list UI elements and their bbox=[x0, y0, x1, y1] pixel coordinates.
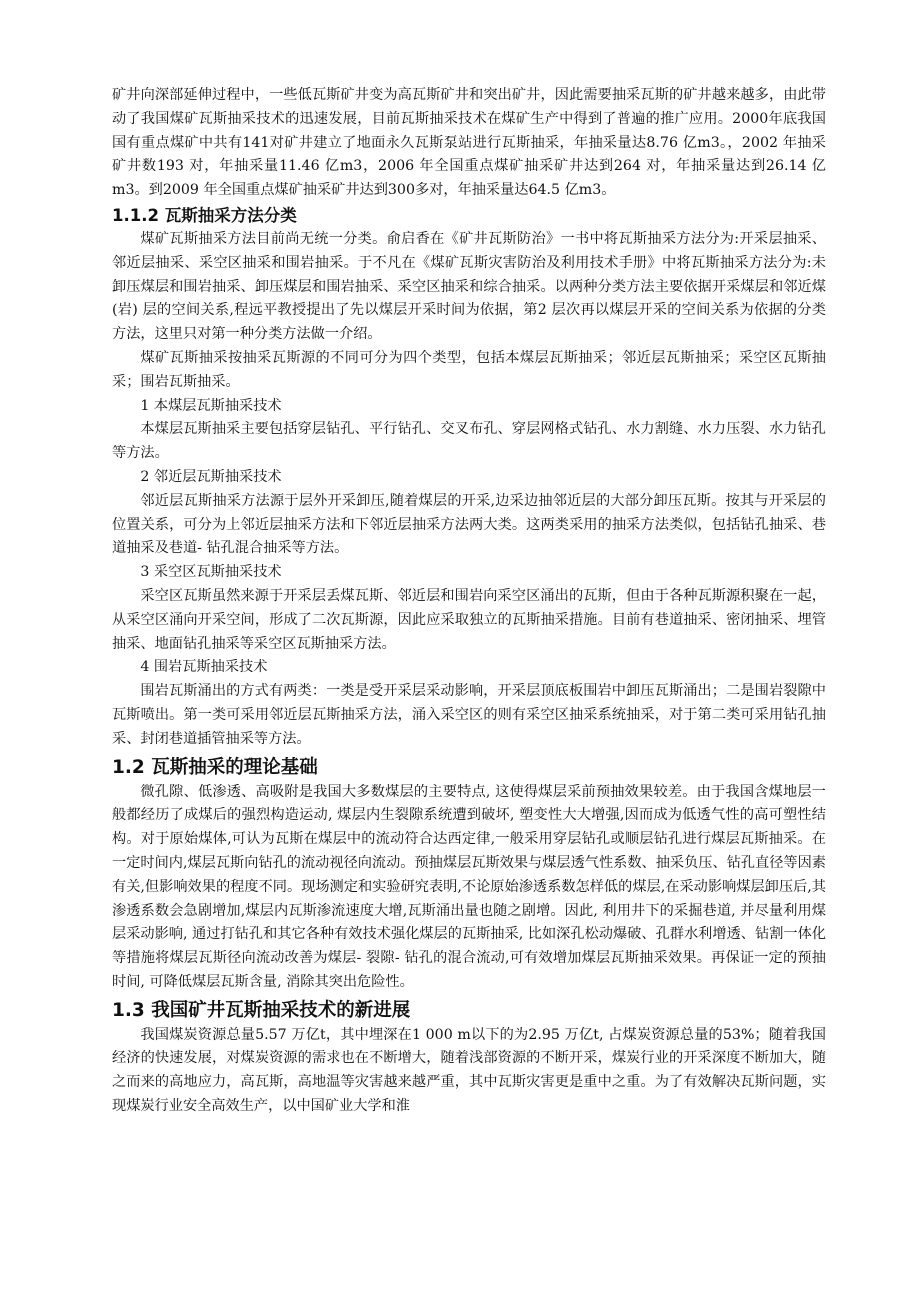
subheading-2: 2 邻近层瓦斯抽采技术 bbox=[140, 468, 282, 485]
section-heading-1-2: 1.2 瓦斯抽采的理论基础 bbox=[112, 756, 318, 778]
paragraph: 煤矿瓦斯抽采按抽采瓦斯源的不同可分为四个类型，包括本煤层瓦斯抽采；邻近层瓦斯抽采；采空区瓦斯抽采；围岩瓦斯抽采。 bbox=[112, 349, 826, 390]
paragraph: 围岩瓦斯涌出的方式有两类：一类是受开采层采动影响，开采层顶底板围岩中卸压瓦斯涌出；二是围岩裂隙中瓦斯喷出。第一类可采用邻近层瓦斯抽采方法，涌入采空区的则有采空区抽采系统抽采，对于第二类可采用钻孔抽采、封闭巷道插管抽采等方法。 bbox=[112, 683, 826, 747]
paragraph: 煤矿瓦斯抽采方法目前尚无统一分类。俞启香在《矿井瓦斯防治》一书中将瓦斯抽采方法分为:开采层抽采、邻近层抽采、采空区抽采和围岩抽采。于不凡在《煤矿瓦斯灾害防治及利用技术手册》中将瓦斯抽采方法分为:未卸压煤层和围岩抽采、卸压煤层和围岩抽采、采空区抽采和综合抽采。以两种分类方法主要依据开采煤层和邻近煤(岩) 层的空间关系,程远平教授提出了先以煤层开采时间为依据，第2 层次再以煤层开采的空间关系为依据的分类方法，这里只对第一种分类方法做一介绍。 bbox=[112, 230, 826, 343]
paragraph: 我国煤炭资源总量5.57 万亿t，其中埋深在1 000 m以下的为2.95 万亿t, 占煤炭资源总量的53%；随着我国经济的快速发展，对煤炭资源的需求也在不断增大，随着浅部资源的不断开采，煤炭行业的开采深度不断加大，随之而来的高地应力，高瓦斯，高地温等灾害越来越严重，其中瓦斯灾害更是重中之重。为了有效解决瓦斯问题，实现煤炭行业安全高效生产，以中国矿业大学和淮 bbox=[112, 1026, 826, 1115]
section-heading-1-3: 1.3 我国矿井瓦斯抽采技术的新进展 bbox=[112, 999, 411, 1021]
subheading-3: 3 采空区瓦斯抽采技术 bbox=[140, 564, 282, 581]
subheading-1: 1 本煤层瓦斯抽采技术 bbox=[140, 397, 282, 414]
intro-paragraph: 矿井向深部延伸过程中，一些低瓦斯矿井变为高瓦斯矿井和突出矿井，因此需要抽采瓦斯的矿井越来越多，由此带动了我国煤矿瓦斯抽采技术的迅速发展，目前瓦斯抽采技术在煤矿生产中得到了普遍的推广应用。2000年底我国国有重点煤矿中共有141对矿井建立了地面永久瓦斯泵站进行瓦斯抽采，年抽采量达8.76 亿m3。，2002 年抽采矿井数193 对，年抽采量11.46 亿m3，2006 年全国重点煤矿抽采矿井达到264 对，年抽采量达到26.14 亿m3。到2009 年全国重点煤矿抽采矿井达到300多对，年抽采量达64.5 亿m3。 bbox=[112, 87, 826, 199]
document-page bbox=[112, 84, 826, 1119]
paragraph: 采空区瓦斯虽然来源于开采层丢煤瓦斯、邻近层和围岩向采空区涌出的瓦斯，但由于各种瓦斯源积聚在一起，从采空区涌向开采空间，形成了二次瓦斯源，因此应采取独立的瓦斯抽采措施。目前有巷道抽采、密闭抽采、埋管抽采、地面钻孔抽采等采空区瓦斯抽采方法。 bbox=[112, 587, 826, 652]
paragraph: 本煤层瓦斯抽采主要包括穿层钻孔、平行钻孔、交叉布孔、穿层网格式钻孔、水力割缝、水力压裂、水力钻孔等方法。 bbox=[112, 421, 826, 462]
paragraph: 邻近层瓦斯抽采方法源于层外开采卸压,随着煤层的开采,边采边抽邻近层的大部分卸压瓦斯。按其与开采层的位置关系，可分为上邻近层抽采方法和下邻近层抽采方法两大类。这两类采用的抽采方法类似，包括钻孔抽采、巷道抽采及巷道- 钻孔混合抽采等方法。 bbox=[112, 492, 826, 557]
subheading-4: 4 围岩瓦斯抽采技术 bbox=[140, 659, 268, 676]
paragraph: 微孔隙、低渗透、高吸附是我国大多数煤层的主要特点, 这使得煤层采前预抽效果较差。由于我国含煤地层一般都经历了成煤后的强烈构造运动, 煤层内生裂隙系统遭到破坏, 塑变性大大增强,因而成为低透气性的高可塑性结构。对于原始煤体,可认为瓦斯在煤层中的流动符合达西定律,一般采用穿层钻孔或顺层钻孔进行煤层瓦斯抽采。在一定时间内,煤层瓦斯向钻孔的流动视径向流动。预抽煤层瓦斯效果与煤层透气性系数、抽采负压、钻孔直径等因素有关,但影响效果的程度不同。现场测定和实验研究表明,不论原始渗透系数怎样低的煤层,在采动影响煤层卸压后,其渗透系数会急剧增加,煤层内瓦斯渗流速度大增,瓦斯涌出量也随之剧增。因此, 利用井下的采掘巷道, 并尽量利用煤层采动影响, 通过打钻孔和其它各种有效技术强化煤层的瓦斯抽采, 比如深孔松动爆破、孔群水利增透、钻割一体化等措施将煤层瓦斯径向流动改善为煤层- 裂隙- 钻孔的混合流动,可有效增加煤层瓦斯抽采效果。再保证一定的预抽时间, 可降低煤层瓦斯含量, 消除其突出危险性。 bbox=[112, 783, 826, 990]
section-heading-1-1-2: 1.1.2 瓦斯抽采方法分类 bbox=[112, 205, 297, 225]
